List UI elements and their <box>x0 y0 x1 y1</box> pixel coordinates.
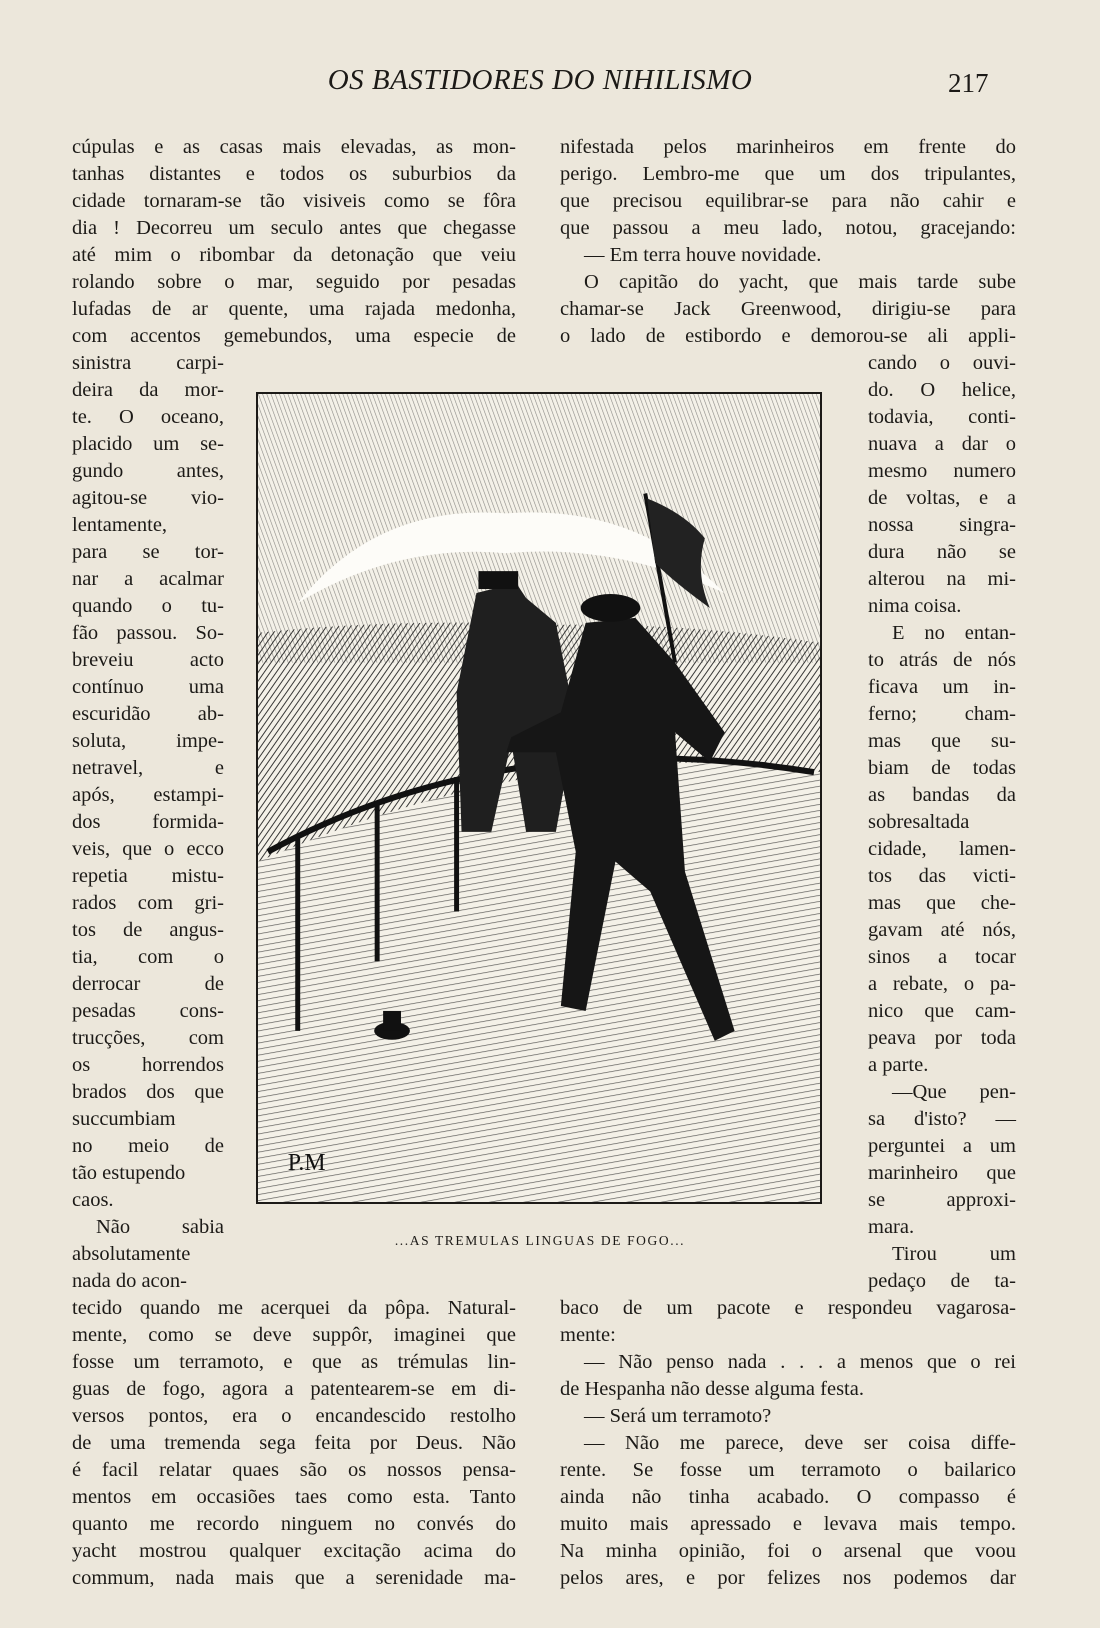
left-column-line: quando o tu- <box>72 595 224 617</box>
page-number: 217 <box>948 68 989 98</box>
left-column-line: fosse um terramoto, e que as trémulas lin- <box>72 1351 516 1373</box>
right-column-line: nima coisa. <box>868 595 962 617</box>
left-column-line: trucções, com <box>72 1027 224 1049</box>
left-column-line: tão estupendo <box>72 1162 186 1184</box>
right-column-line: pedaço de ta- <box>868 1270 1016 1292</box>
right-column-line: mas que su- <box>868 730 1016 752</box>
left-column-line: após, estampi- <box>72 784 224 806</box>
left-column-line: dos formida- <box>72 811 224 833</box>
right-column-line: ainda não tinha acabado. O compasso é <box>560 1486 1016 1508</box>
left-column-line: mentos em occasiões taes como esta. Tanto <box>72 1486 516 1508</box>
left-column-line: rados com gri- <box>72 892 224 914</box>
right-column-line: dura não se <box>868 541 1016 563</box>
right-column-line: mas que che- <box>868 892 1016 914</box>
left-column-line: para se tor- <box>72 541 224 563</box>
left-column-line: lufadas de ar quente, uma rajada medonha, <box>72 298 516 320</box>
right-column-line: Na minha opinião, foi o arsenal que voou <box>560 1540 1016 1562</box>
right-column-line: baco de um pacote e respondeu vagarosa- <box>560 1297 1016 1319</box>
left-column-line: veis, que o ecco <box>72 838 224 860</box>
left-column-line: versos pontos, era o encandescido restolho <box>72 1405 516 1427</box>
left-column-line: dia ! Decorreu um seculo antes que chegasse <box>72 217 516 239</box>
left-column-line: succumbiam <box>72 1108 176 1130</box>
left-column-line: Não sabia <box>96 1216 224 1238</box>
left-column-line: deira da mor- <box>72 379 224 401</box>
right-column-line: Tirou um <box>892 1243 1016 1265</box>
left-column-line: sinistra carpi- <box>72 352 224 374</box>
right-column-line: —Que pen- <box>892 1081 1016 1103</box>
left-column-line: contínuo uma <box>72 676 224 698</box>
right-column-line: o lado de estibordo e demorou-se ali appli- <box>560 325 1016 347</box>
left-column-line: cúpulas e as casas mais elevadas, as mon- <box>72 136 516 158</box>
illustration-signature: P.M <box>287 1150 326 1177</box>
illustration-caption: ...AS TREMULAS LINGUAS DE FOGO... <box>394 1233 686 1248</box>
right-column-line: que precisou equilibrar-se para não cahir e <box>560 190 1016 212</box>
left-column-line: absolutamente <box>72 1243 191 1265</box>
right-column-line: a parte. <box>868 1054 929 1076</box>
left-column-line: tecido quando me acerquei da pôpa. Natural- <box>72 1297 516 1319</box>
right-column-line: alterou na mi- <box>868 568 1016 590</box>
right-column-line: biam de todas <box>868 757 1016 779</box>
right-column-line: mente: <box>560 1324 616 1346</box>
right-column-line: sobresaltada <box>868 811 970 833</box>
right-column-line: muito mais apressado e levava mais tempo. <box>560 1513 1016 1535</box>
left-column-line: tos de angus- <box>72 919 224 941</box>
right-column-line: cidade, lamen- <box>868 838 1016 860</box>
right-column-line: nifestada pelos marinheiros em frente do <box>560 136 1016 158</box>
left-column-line: brados dos que <box>72 1081 224 1103</box>
right-column-line: do. O helice, <box>868 379 1016 401</box>
left-column-line: escuridão ab- <box>72 703 224 725</box>
right-column-line: de Hespanha não desse alguma festa. <box>560 1378 864 1400</box>
right-column-line: gavam até nós, <box>868 919 1016 941</box>
left-column-line: tanhas distantes e todos os suburbios da <box>72 163 516 185</box>
ship-deck-engraving <box>258 394 820 1202</box>
right-column-line: rente. Se fosse um terramoto o bailarico <box>560 1459 1016 1481</box>
left-column-line: pesadas cons- <box>72 1000 224 1022</box>
right-column-line: — Não penso nada . . . a menos que o rei <box>584 1351 1016 1373</box>
left-column-line: tia, com o <box>72 946 224 968</box>
left-column-line: caos. <box>72 1189 114 1211</box>
right-column-line: mara. <box>868 1216 915 1238</box>
left-column-line: breveiu acto <box>72 649 224 671</box>
right-column-line: E no entan- <box>892 622 1016 644</box>
right-column-line: se approxi- <box>868 1189 1016 1211</box>
left-column-line: mente, como se deve suppôr, imaginei que <box>72 1324 516 1346</box>
left-column-line: te. O oceano, <box>72 406 224 428</box>
left-column-line: repetia mistu- <box>72 865 224 887</box>
right-column-line: — Não me parece, deve ser coisa diffe- <box>584 1432 1016 1454</box>
running-title: OS BASTIDORES DO NIHILISMO <box>327 64 753 96</box>
right-column-line: nuava a dar o <box>868 433 1016 455</box>
illustration-engraving <box>256 392 822 1204</box>
right-column-line: nico que cam- <box>868 1000 1016 1022</box>
right-column-line: — Em terra houve novidade. <box>584 244 822 266</box>
right-column-line: cando o ouvi- <box>868 352 1016 374</box>
left-column-line: derrocar de <box>72 973 224 995</box>
left-column-line: nada do acon- <box>72 1270 187 1292</box>
right-column-line: tos das victi- <box>868 865 1016 887</box>
left-column-line: gundo antes, <box>72 460 224 482</box>
right-column-line: que passou a meu lado, notou, gracejando: <box>560 217 1016 239</box>
left-column-line: os horrendos <box>72 1054 224 1076</box>
right-column-line: as bandas da <box>868 784 1016 806</box>
right-column-line: to atrás de nós <box>868 649 1016 671</box>
right-column-line: perigo. Lembro-me que um dos tripulantes, <box>560 163 1016 185</box>
left-column-line: commum, nada mais que a serenidade ma- <box>72 1567 516 1589</box>
right-column-line: marinheiro que <box>868 1162 1016 1184</box>
left-column-line: nar a acalmar <box>72 568 224 590</box>
right-column-line: sa d'isto? — <box>868 1108 1016 1130</box>
left-column-line: quanto me recordo ninguem no convés do <box>72 1513 516 1535</box>
left-column-line: com accentos gemebundos, uma especie de <box>72 325 516 347</box>
left-column-line: netravel, e <box>72 757 224 779</box>
left-column-line: yacht mostrou qualquer excitação acima do <box>72 1540 516 1562</box>
left-column-line: lentamente, <box>72 514 168 536</box>
right-column-line: chamar-se Jack Greenwood, dirigiu-se para <box>560 298 1016 320</box>
right-column-line: a rebate, o pa- <box>868 973 1016 995</box>
left-column-line: fão passou. So- <box>72 622 224 644</box>
right-column-line: ficava um in- <box>868 676 1016 698</box>
right-column-line: nossa singra- <box>868 514 1016 536</box>
left-column-line: de uma tremenda sega feita por Deus. Não <box>72 1432 516 1454</box>
right-column-line: todavia, conti- <box>868 406 1016 428</box>
left-column-line: é facil relatar quaes são os nossos pensa- <box>72 1459 516 1481</box>
left-column-line: cidade tornaram-se tão visiveis como se fôra <box>72 190 516 212</box>
left-column-line: placido um se- <box>72 433 224 455</box>
right-column-line: — Será um terramoto? <box>584 1405 772 1427</box>
left-column-line: no meio de <box>72 1135 224 1157</box>
right-column-line: O capitão do yacht, que mais tarde sube <box>584 271 1016 293</box>
right-column-line: mesmo numero <box>868 460 1016 482</box>
left-column-line: rolando sobre o mar, seguido por pesadas <box>72 271 516 293</box>
right-column-line: sinos a tocar <box>868 946 1016 968</box>
right-column-line: perguntei a um <box>868 1135 1016 1157</box>
left-column-line: até mim o ribombar da detonação que veiu <box>72 244 516 266</box>
left-column-line: agitou-se vio- <box>72 487 224 509</box>
right-column-line: peava por toda <box>868 1027 1016 1049</box>
left-column-line: soluta, impe- <box>72 730 224 752</box>
left-column-line: guas de fogo, agora a patentearem-se em di- <box>72 1378 516 1400</box>
right-column-line: ferno; cham- <box>868 703 1016 725</box>
right-column-line: de voltas, e a <box>868 487 1016 509</box>
right-column-line: pelos ares, e por felizes nos podemos dar <box>560 1567 1016 1589</box>
